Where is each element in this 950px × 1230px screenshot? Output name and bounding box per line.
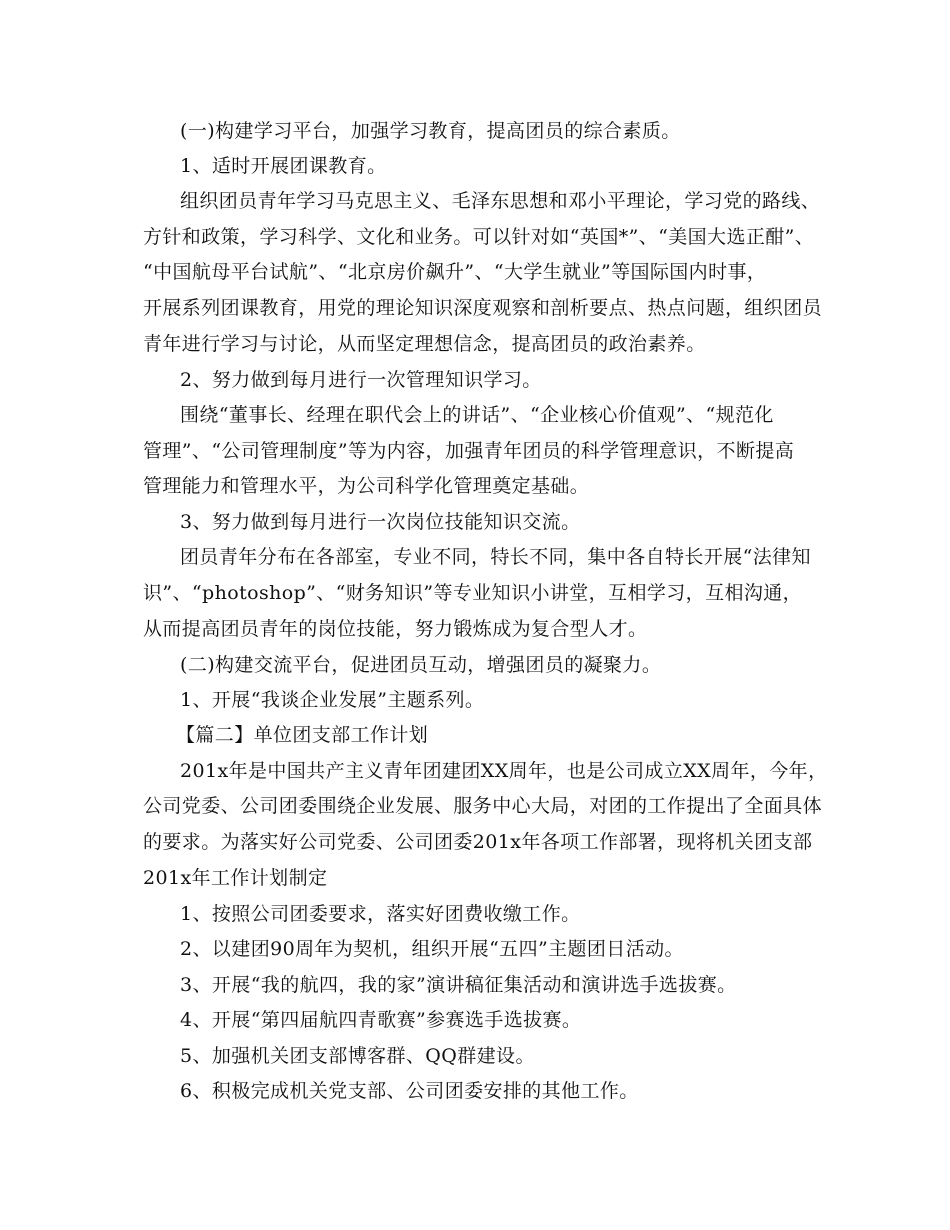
paragraph-line: 管理”、“公司管理制度”等为内容，加强青年团员的科学管理意识，不断提高 (143, 440, 795, 462)
chapter-title: 【篇二】单位团支部工作计划 (176, 724, 429, 746)
paragraph-line: 识”、“photoshop”、“财务知识”等专业知识小讲堂，互相学习，互相沟通， (143, 582, 803, 604)
item-heading: 2、努力做到每月进行一次管理知识学习。 (180, 369, 542, 391)
paragraph-line: 201x年工作计划制定 (143, 867, 328, 889)
list-item: 3、开展“我的航四，我的家”演讲稿征集活动和演讲选手选拔赛。 (180, 974, 737, 996)
list-item: 5、加强机关团支部博客群、QQ群建设。 (180, 1045, 535, 1067)
paragraph-line: 围绕“董事长、经理在职代会上的讲话”、“企业核心价值观”、“规范化 (180, 404, 774, 426)
list-item: 1、按照公司团委要求，落实好团费收缴工作。 (180, 903, 581, 925)
paragraph-line: 开展系列团课教育，用党的理论知识深度观察和剖析要点、热点问题，组织团员 (143, 297, 823, 319)
section-heading-1: (一)构建学习平台，加强学习教育，提高团员的综合素质。 (180, 120, 681, 142)
paragraph-line: 管理能力和管理水平，为公司科学化管理奠定基础。 (143, 475, 590, 497)
paragraph-line: 201x年是中国共产主义青年团建团XX周年，也是公司成立XX周年，今年， (180, 760, 828, 782)
list-item: 6、积极完成机关党支部、公司团委安排的其他工作。 (180, 1080, 639, 1102)
section-heading-2: (二)构建交流平台，促进团员互动，增强团员的凝聚力。 (180, 654, 662, 676)
item-heading: 1、开展“我谈企业发展”主题系列。 (180, 689, 485, 711)
item-heading: 1、适时开展团课教育。 (180, 155, 387, 177)
list-item: 4、开展“第四届航四青歌赛”参赛选手选拔赛。 (180, 1009, 582, 1031)
item-heading: 3、努力做到每月进行一次岗位技能知识交流。 (180, 511, 581, 533)
paragraph-line: 从而提高团员青年的岗位技能，努力锻炼成为复合型人才。 (143, 618, 648, 640)
paragraph-line: 的要求。为落实好公司党委、公司团委201x年各项工作部署，现将机关团支部 (143, 831, 813, 853)
paragraph-line: “中国航母平台试航”、“北京房价飙升”、“大学生就业”等国际国内时事， (143, 261, 767, 283)
paragraph-line: 方针和政策，学习科学、文化和业务。可以针对如“英国*”、“美国大选正酣”、 (143, 226, 815, 248)
paragraph-line: 公司党委、公司团委围绕企业发展、服务中心大局，对团的工作提出了全面具体 (143, 795, 823, 817)
paragraph-line: 青年进行学习与讨论，从而坚定理想信念，提高团员的政治素养。 (143, 333, 706, 355)
list-item: 2、以建团90周年为契机，组织开展“五四”主题团日活动。 (180, 938, 684, 960)
paragraph-line: 团员青年分布在各部室，专业不同，特长不同，集中各自特长开展“法律知 (180, 546, 811, 568)
paragraph-line: 组织团员青年学习马克思主义、毛泽东思想和邓小平理论，学习党的路线、 (180, 190, 821, 212)
